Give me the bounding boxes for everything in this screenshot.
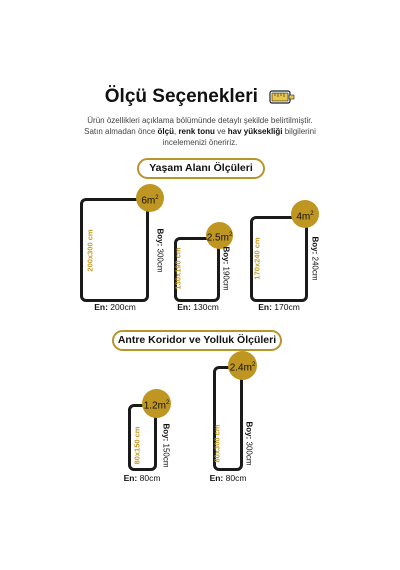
width-label [158,302,238,312]
area-unit-sup: 2 [165,400,170,406]
intro-line-3: incelemenizi öneririz. [162,138,238,147]
width-label [239,302,319,312]
area-unit-sup: 2 [155,195,159,201]
size-range-label: 170x240 cm [252,237,262,280]
boy-value: 150cm [161,443,171,468]
boy-label: Boy: [244,421,254,440]
area-badge-1-2m2 [142,389,171,418]
boy-label: Boy: [221,246,231,265]
area-value: 2.5m [206,232,229,244]
intro-line-1: Ürün özellikleri açıklama bölümünde detaylı şekilde belirtilmiştir. [87,116,313,125]
boy-label: Boy: [310,236,320,255]
tape-measure-icon [269,89,295,105]
intro-text-part: bilgilerini [282,127,316,136]
boy-value: 300cm [155,248,165,273]
en-label: En: [209,473,224,483]
intro-bold-pile: hav yüksekliği [227,127,283,136]
en-label: En: [123,473,138,483]
height-label [156,211,165,291]
intro-sep: ve [214,127,228,136]
area-badge-6m2 [136,184,164,212]
boy-value: 190cm [221,266,231,291]
boy-label: Boy: [155,228,165,247]
size-range-label: 130x190 cm [173,247,183,290]
area-value: 1.2m [143,400,166,412]
height-label [222,239,231,299]
en-label: En: [258,302,272,312]
width-label [188,473,268,483]
boy-value: 300cm [244,441,254,466]
section-heading-living: Yaşam Alanı Ölçüleri [137,158,265,179]
size-range-label: 200x300 cm [85,229,95,272]
area-value: 6m [141,195,156,207]
size-range-label: 80x300 cm [212,424,222,463]
en-value: 170cm [274,302,300,312]
width-label [102,473,182,483]
area-value: 2.4m [229,362,252,374]
height-label [162,416,171,476]
height-label [245,409,254,479]
width-label [70,302,160,312]
area-unit-sup: 2 [251,362,256,368]
page-title-row [0,86,400,108]
section-heading-corridor: Antre Koridor ve Yolluk Ölçüleri [112,330,282,351]
size-range-label: 80x150 cm [132,426,142,465]
en-value: 80cm [139,473,161,483]
intro-line-2 [70,126,330,137]
height-label [311,224,320,294]
intro-sep: , [173,127,179,136]
page-title: Ölçü Seçenekleri [104,86,258,107]
intro-bold-color: renk tonu [178,127,215,136]
en-value: 80cm [225,473,247,483]
intro-bold-size: ölçü [157,127,174,136]
en-label: En: [94,302,108,312]
range-label-wrap [50,229,130,272]
intro-text [70,115,330,148]
en-value: 130cm [193,302,219,312]
intro-text-part: Satın almadan önce [84,127,158,136]
en-value: 200cm [110,302,136,312]
boy-value: 240cm [310,256,320,281]
en-label: En: [177,302,191,312]
area-unit-sup: 2 [228,232,233,238]
boy-label-wrap [280,236,350,281]
area-value: 4m [296,211,311,223]
area-unit-sup: 2 [310,211,314,217]
area-badge-2-4m2 [228,351,257,380]
boy-label: Boy: [161,423,171,442]
